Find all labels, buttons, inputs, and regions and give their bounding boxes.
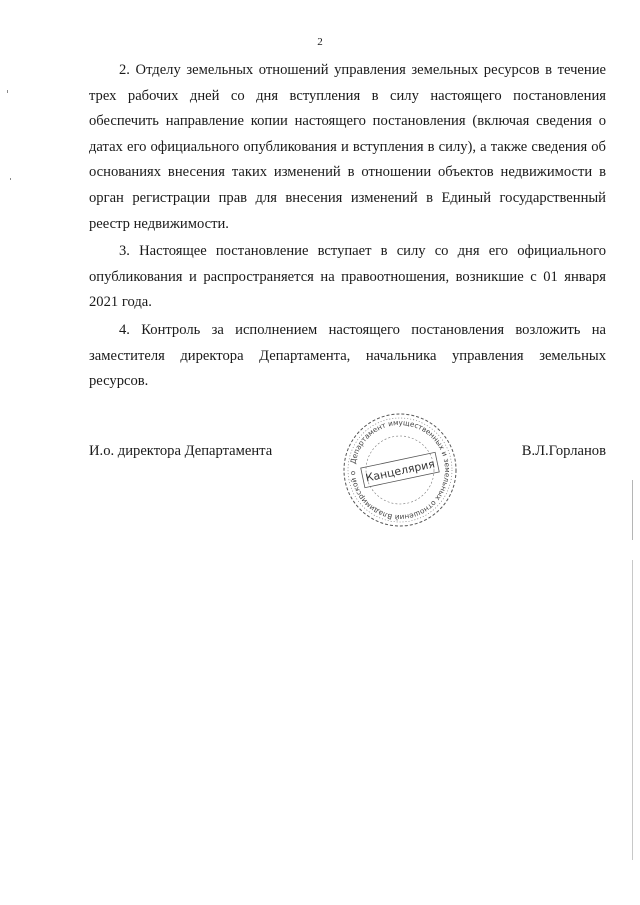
signatory-name: В.Л.Горланов <box>521 443 606 459</box>
document-body <box>89 58 606 395</box>
scan-mark <box>10 178 11 180</box>
office-stamp <box>340 410 460 530</box>
signatory-position: И.о. директора Департамента <box>89 443 273 459</box>
svg-text:Департамент имущественных и зе: Департамент имущественных и земельных отношений Владимирской о <box>347 417 453 523</box>
scan-mark <box>7 90 8 93</box>
scan-edge-mark <box>632 480 633 540</box>
paragraph-3: 3. Настоящее постановление вступает в силу со дня его официального опубликования и распространяется на правоотношения, возникшие с 01 января 2021 года. <box>89 243 606 311</box>
scan-edge-mark <box>632 560 633 860</box>
svg-text:Канцелярия: Канцелярия <box>364 457 436 485</box>
paragraph-4: 4. Контроль за исполнением настоящего постановления возложить на заместителя директора Департамента, начальника управления земельных ресурсов. <box>89 321 606 390</box>
page-number: 2 <box>317 36 323 48</box>
stamp-seal-icon <box>340 410 460 530</box>
paragraph-2: 2. Отделу земельных отношений управления земельных ресурсов в течение трех рабочих дней со дня вступления в силу настоящего постановления обеспечить направление копии настоящего постановления (включая сведения о датах его официального опубликования и вступления в силу), а также сведения об основаниях внесения таких изменений в отношении объектов недвижимости в орган регистрации прав для внесения изменений в Единый государственный реестр недвижимости. <box>89 62 606 232</box>
